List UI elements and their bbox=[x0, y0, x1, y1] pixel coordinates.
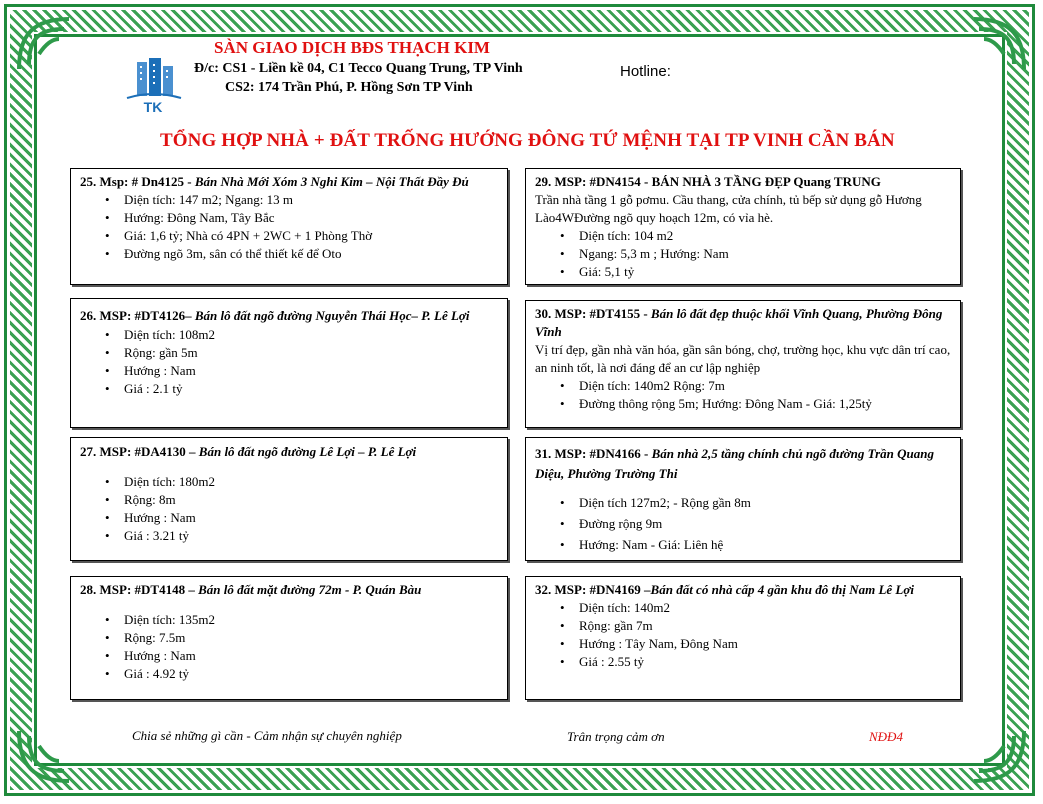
listing-detail: • Diện tích: 140m2 Rộng: 7m bbox=[535, 377, 952, 395]
listing-detail: • Giá : 2.55 tỷ bbox=[535, 653, 952, 671]
listing-detail: • Ngang: 5,3 m ; Hướng: Nam bbox=[535, 245, 952, 263]
listing-heading: 26. MSP: #DT4126– Bán lô đất ngõ đường Nguyễn Thái Học– P. Lê Lợi bbox=[80, 308, 470, 323]
listing-detail: • Giá : 4.92 tỷ bbox=[80, 665, 499, 683]
company-name: SÀN GIAO DỊCH BĐS THẠCH KIM bbox=[214, 38, 490, 57]
address-line-2: CS2: 174 Trần Phú, P. Hồng Sơn TP Vinh bbox=[225, 80, 473, 95]
listing-detail: • Đường rộng 9m bbox=[535, 513, 952, 534]
listing-card bbox=[525, 300, 961, 428]
listing-heading: 29. MSP: #DN4154 - BÁN NHÀ 3 TẦNG ĐẸP Quang TRUNG bbox=[535, 174, 881, 189]
listing-detail: • Giá : 2.1 tỷ bbox=[80, 380, 499, 398]
listing-detail: • Giá: 5,1 tỷ bbox=[535, 263, 952, 281]
listing-detail: • Giá: 1,6 tỷ; Nhà có 4PN + 2WC + 1 Phòng Thờ bbox=[80, 227, 499, 245]
listing-heading: 28. MSP: #DT4148 – Bán lô đất mặt đường 72m - P. Quán Bàu bbox=[80, 582, 422, 597]
listing-detail: • Diện tích 127m2; - Rộng gần 8m bbox=[535, 492, 952, 513]
listing-heading: 25. Msp: # Dn4125 - Bán Nhà Mới Xóm 3 Nghi Kim – Nội Thất Đầy Đủ bbox=[80, 174, 469, 189]
listing-detail: • Hướng : Nam bbox=[80, 362, 499, 380]
listing-heading: 32. MSP: #DN4169 –Bán đất có nhà cấp 4 gần khu đô thị Nam Lê Lợi bbox=[535, 582, 914, 597]
listing-heading: 31. MSP: #DN4166 - Bán nhà 2,5 tầng chính chủ ngõ đường Trần Quang Diệu, Phường Trường Thi bbox=[535, 446, 934, 481]
listing-detail: • Rộng: 8m bbox=[80, 491, 499, 509]
listing-detail: • Diện tích: 147 m2; Ngang: 13 m bbox=[80, 191, 499, 209]
listing-detail: • Hướng : Tây Nam, Đông Nam bbox=[535, 635, 952, 653]
listing-detail: • Hướng: Đông Nam, Tây Bắc bbox=[80, 209, 499, 227]
listing-detail: • Diện tích: 180m2 bbox=[80, 473, 499, 491]
listing-detail: • Rộng: gần 5m bbox=[80, 344, 499, 362]
listing-detail: • Giá : 3.21 tỷ bbox=[80, 527, 499, 545]
company-logo bbox=[123, 56, 183, 114]
address-line-1: Đ/c: CS1 - Liền kề 04, C1 Tecco Quang Trung, TP Vinh bbox=[194, 61, 523, 76]
listing-card bbox=[70, 576, 508, 700]
listing-detail: • Hướng : Nam bbox=[80, 509, 499, 527]
listing-detail: • Hướng: Nam - Giá: Liên hệ bbox=[535, 534, 952, 555]
listing-detail: • Hướng : Nam bbox=[80, 647, 499, 665]
listing-card bbox=[70, 437, 508, 561]
page-title: TỔNG HỢP NHÀ + ĐẤT TRỐNG HƯỚNG ĐÔNG TỨ MỆNH TẠI TP VINH CẦN BÁN bbox=[160, 130, 895, 151]
listing-heading: 30. MSP: #DT4155 - Bán lô đất đẹp thuộc khối Vĩnh Quang, Phường Đông Vĩnh bbox=[535, 306, 943, 339]
listing-detail: • Diện tích: 104 m2 bbox=[535, 227, 952, 245]
footer-slogan: Chia sẻ những gì cần - Cảm nhận sự chuyên nghiệp bbox=[132, 728, 402, 743]
listing-detail: • Rộng: 7.5m bbox=[80, 629, 499, 647]
listing-detail: • Diện tích: 140m2 bbox=[535, 599, 952, 617]
listing-detail: • Đường thông rộng 5m; Hướng: Đông Nam - Giá: 1,25tỷ bbox=[535, 395, 952, 413]
listing-description: Trần nhà tầng 1 gỗ pơmu. Cầu thang, cửa chính, tủ bếp sử dụng gỗ Hương Lào4WĐường ngõ quy hoạch 12m, có vỉa hè. bbox=[535, 192, 922, 225]
listing-detail: • Rộng: gần 7m bbox=[535, 617, 952, 635]
listing-detail: • Đường ngõ 3m, sân có thể thiết kế để Oto bbox=[80, 245, 499, 263]
listing-card bbox=[70, 168, 508, 285]
corner-ornament-icon bbox=[969, 726, 1029, 786]
listing-description: Vị trí đẹp, gần nhà văn hóa, gần sân bóng, chợ, trường học, khu vực dân trí cao, an ninh tốt, là nơi đáng để an cư lập nghiệp bbox=[535, 342, 951, 375]
corner-ornament-icon bbox=[14, 726, 74, 786]
footer-code: NĐĐ4 bbox=[869, 729, 903, 744]
hotline-label: Hotline: bbox=[620, 63, 671, 80]
listing-detail: • Diện tích: 108m2 bbox=[80, 326, 499, 344]
listing-card bbox=[525, 437, 961, 561]
listing-detail: • Diện tích: 135m2 bbox=[80, 611, 499, 629]
logo-text: TK bbox=[143, 99, 163, 114]
listing-card bbox=[525, 168, 961, 285]
corner-ornament-icon bbox=[969, 14, 1029, 74]
footer-thanks: Trân trọng cảm ơn bbox=[567, 729, 665, 744]
corner-ornament-icon bbox=[14, 14, 74, 74]
listing-card bbox=[70, 298, 508, 428]
listing-heading: 27. MSP: #DA4130 – Bán lô đất ngõ đường Lê Lợi – P. Lê Lợi bbox=[80, 444, 417, 459]
listing-card bbox=[525, 576, 961, 700]
